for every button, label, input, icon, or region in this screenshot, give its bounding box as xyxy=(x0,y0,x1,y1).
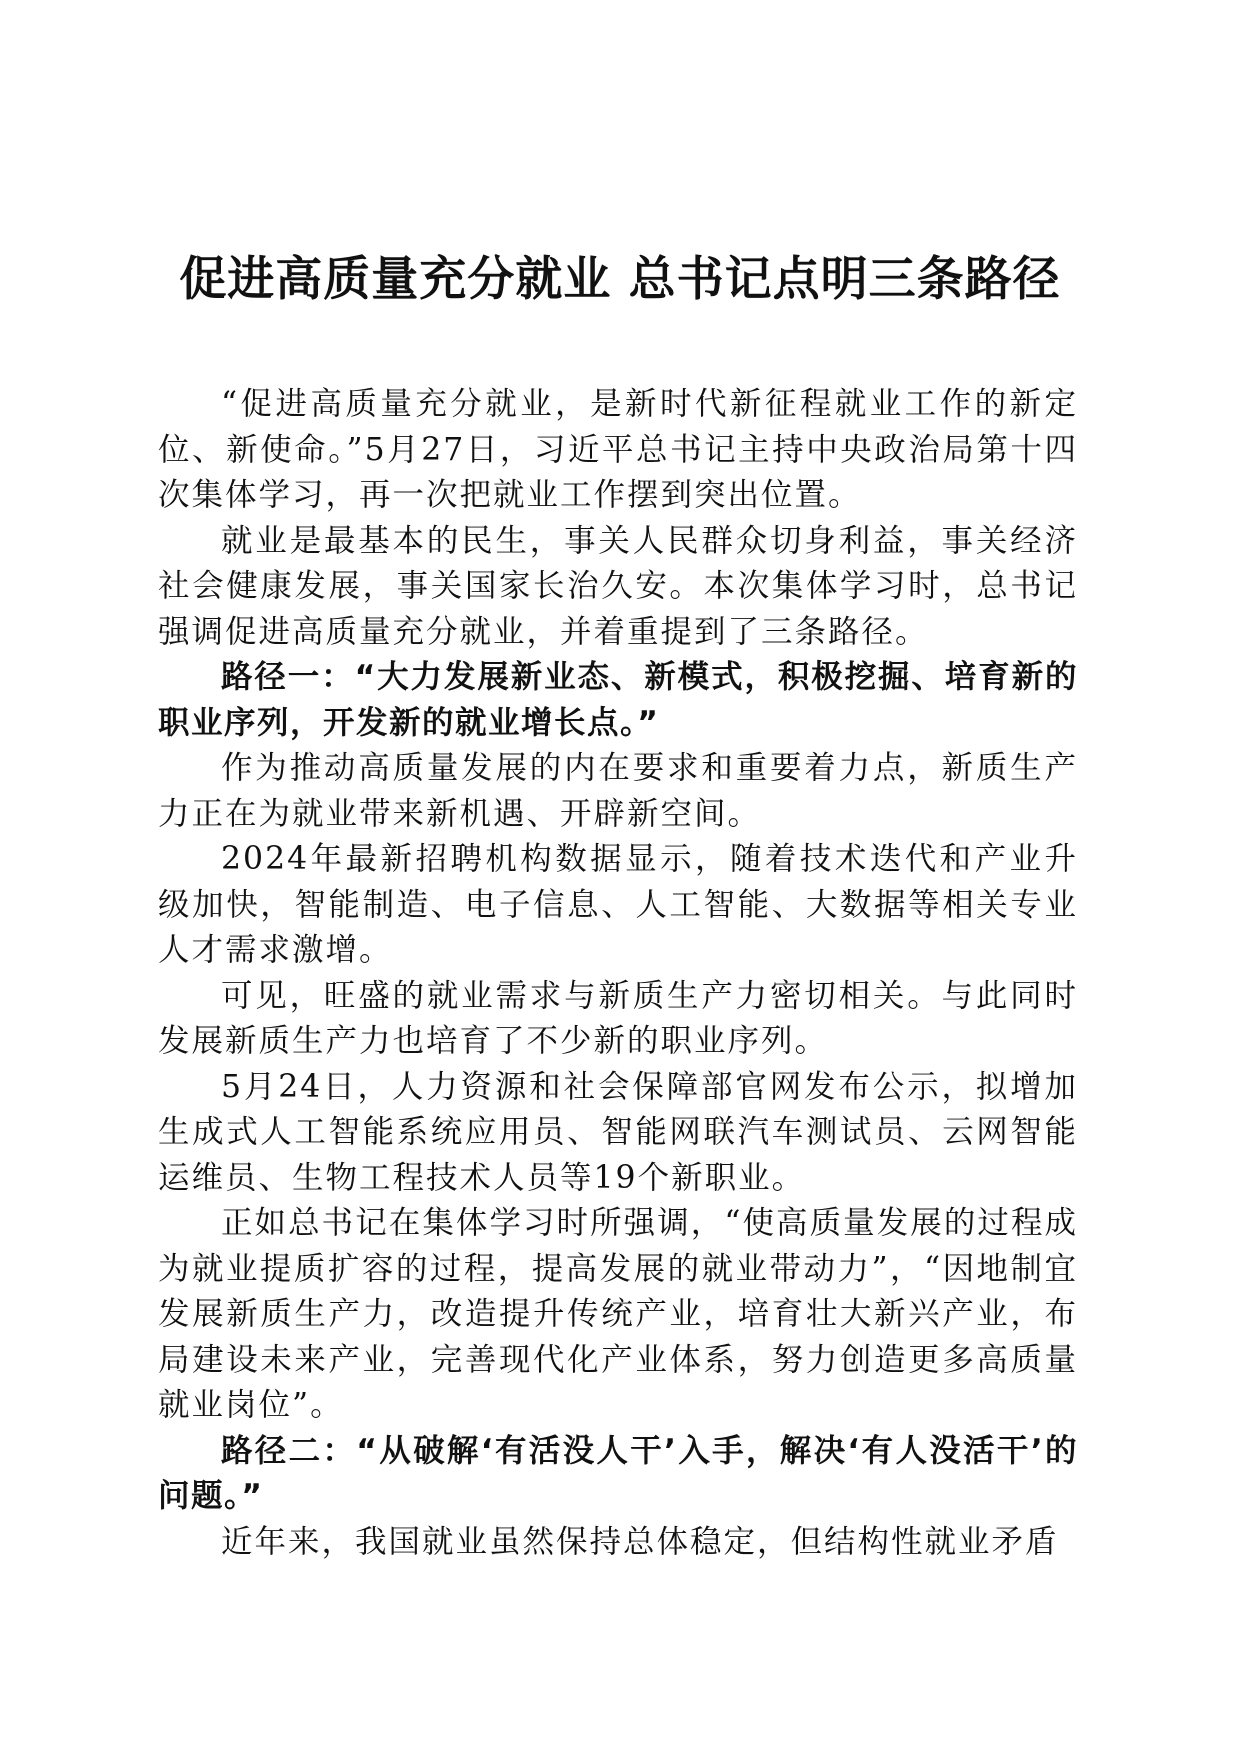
paragraph-8: 近年来，我国就业虽然保持总体稳定，但结构性就业矛盾 xyxy=(221,1523,1059,1560)
paragraph-5: 可见，旺盛的就业需求与新质生产力密切相关。与此同时发展新质生产力也培育了不少新的职业序列。 xyxy=(158,977,1078,1059)
document-title: 促进高质量充分就业 总书记点明三条路径 xyxy=(179,252,1061,307)
paragraph-2: 就业是最基本的民生，事关人民群众切身利益，事关经济社会健康发展，事关国家长治久安。本次集体学习时，总书记强调促进高质量充分就业，并着重提到了三条路径。 xyxy=(158,522,1078,650)
path-one-heading: 路径一：“大力发展新业态、新模式，积极挖掘、培育新的职业序列，开发新的就业增长点。” xyxy=(158,659,1078,741)
path-two-heading: 路径二：“从破解‘有活没人干’入手，解决‘有人没活干’的问题。” xyxy=(158,1432,1078,1514)
paragraph-6: 5月24日，人力资源和社会保障部官网发布公示，拟增加生成式人工智能系统应用员、智能网联汽车测试员、云网智能运维员、生物工程技术人员等19个新职业。 xyxy=(158,1068,1078,1196)
paragraph-3: 作为推动高质量发展的内在要求和重要着力点，新质生产力正在为就业带来新机遇、开辟新空间。 xyxy=(158,750,1078,832)
document-body xyxy=(158,382,1078,1565)
paragraph-1: “促进高质量充分就业，是新时代新征程就业工作的新定位、新使命。”5月27日，习近平总书记主持中央政治局第十四次集体学习，再一次把就业工作摆到突出位置。 xyxy=(158,386,1078,513)
paragraph-7: 正如总书记在集体学习时所强调，“使高质量发展的过程成为就业提质扩容的过程，提高发展的就业带动力”，“因地制宜发展新质生产力，改造提升传统产业，培育壮大新兴产业，布局建设未来产业，完善现代化产业体系，努力创造更多高质量就业岗位”。 xyxy=(158,1205,1078,1423)
paragraph-4: 2024年最新招聘机构数据显示，随着技术迭代和产业升级加快，智能制造、电子信息、人工智能、大数据等相关专业人才需求激增。 xyxy=(158,841,1078,968)
